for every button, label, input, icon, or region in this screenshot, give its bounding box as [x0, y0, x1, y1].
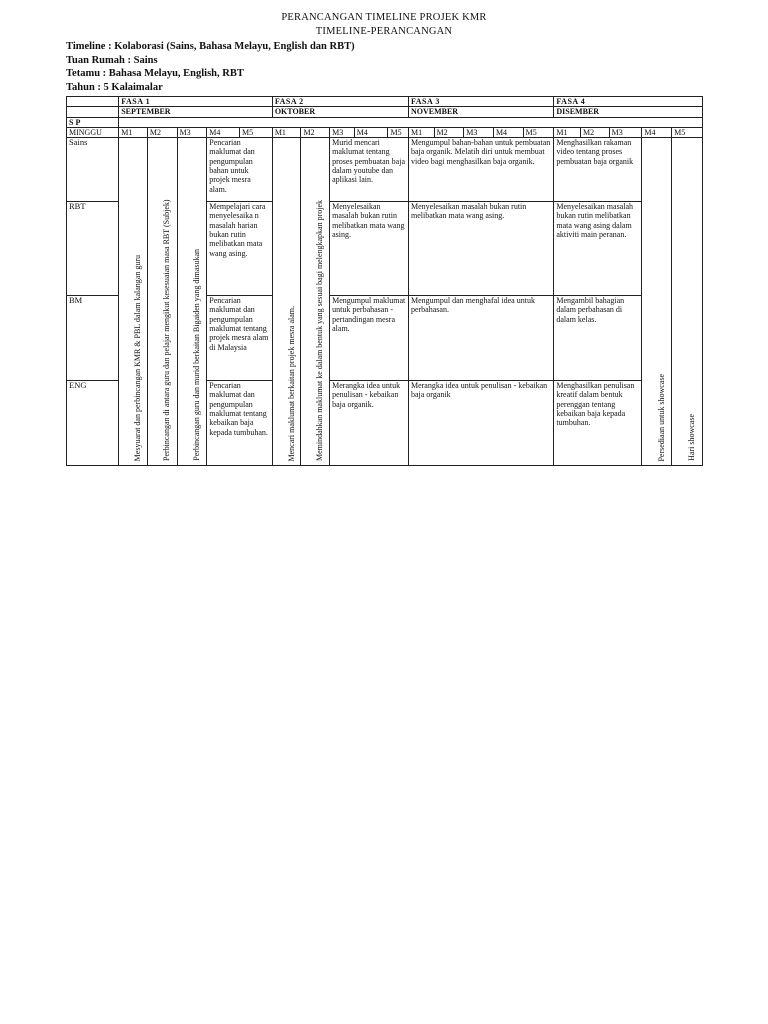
week-label: M5 [388, 127, 409, 137]
cell-eng-nov: Merangka idea untuk penulisan - kebaikan baja organik [408, 381, 553, 466]
fasa-row [67, 97, 703, 107]
vertical-cell-okt-m2 [301, 138, 330, 466]
fasa-3: FASA 3 [408, 97, 553, 107]
fasa-4: FASA 4 [554, 97, 703, 107]
vertical-cell-m1 [119, 138, 148, 466]
cell-sains-nov: Mengumpul bahan-bahan untuk pembuatan baja organik. Melatih diri untuk membuat video bagi menghasilkan baja organik. [408, 138, 553, 202]
blank-cell [67, 97, 119, 107]
cell-rbt-sept: Mempelajari cara menyelesaika n masalah harian bukan rutin melibatkan mata wang asing. [207, 202, 273, 296]
cell-eng-dis: Menghasilkan penulisan kreatif dalam bentuk perenggan tentang kebaikan baja kepada tumbuhan. [554, 381, 642, 466]
week-label: M1 [272, 127, 301, 137]
cell-eng-sept: Pencarian maklumat dan pengumpulan maklumat tentang kebaikan baja kepada tumbuhan. [207, 381, 273, 466]
cell-bm-okt: Mengumpul maklumat untuk perbahasan - pertandingan mesra alam. [330, 296, 409, 381]
month-november: NOVEMBER [408, 107, 553, 117]
vertical-cell-okt-m1 [272, 138, 301, 466]
row-sains [67, 138, 703, 202]
timeline-table [66, 96, 703, 466]
week-label: M4 [642, 127, 672, 137]
week-label: M3 [464, 127, 494, 137]
week-label: M2 [580, 127, 609, 137]
week-label: M4 [493, 127, 523, 137]
sp-row [67, 117, 703, 127]
vertical-text: Perbincangan di antara guru dan pelajar mengikut kesesuaian masa RBT (Subjek) [162, 199, 172, 462]
week-label: M3 [609, 127, 642, 137]
week-label: M3 [330, 127, 355, 137]
vertical-text: Persediaan untuk showcase [656, 373, 666, 462]
meta-timeline: Timeline : Kolaborasi (Sains, Bahasa Melayu, English dan RBT) [66, 41, 355, 52]
month-oktober: OKTOBER [272, 107, 408, 117]
vertical-text: Mesyuarat dan perbincangan KMR & PBL dalam kalangan guru [133, 254, 143, 462]
week-label: M5 [240, 127, 273, 137]
cell-rbt-dis: Menyelesaikan masalah bukan rutin melibatkan mata wang asing dalam aktiviti main peranan. [554, 202, 642, 296]
fasa-1: FASA 1 [119, 97, 273, 107]
week-label: M3 [177, 127, 207, 137]
meta-tuan-rumah: Tuan Rumah : Sains [66, 55, 158, 66]
subject-rbt: RBT [67, 202, 119, 296]
blank-cell [67, 107, 119, 117]
sp-blank [119, 117, 703, 127]
cell-bm-nov: Mengumpul dan menghafal idea untuk perbahasan. [408, 296, 553, 381]
vertical-text: Mencari maklumat berkaitan projek mesra alam. [286, 305, 296, 462]
month-disember: DISEMBER [554, 107, 703, 117]
week-label: M1 [554, 127, 581, 137]
month-september: SEPTEMBER [119, 107, 273, 117]
cell-eng-okt: Merangka idea untuk penulisan - kebaikan baja organik. [330, 381, 409, 466]
vertical-cell-dis-m5 [672, 138, 703, 466]
vertical-cell-m2 [147, 138, 177, 466]
week-label: M5 [523, 127, 554, 137]
week-label: M2 [301, 127, 330, 137]
cell-sains-okt: Murid mencari maklumat tentang proses pembuatan baja dalam youtube dan aplikasi lain. [330, 138, 409, 202]
document-subtitle: TIMELINE-PERANCANGAN [315, 26, 453, 37]
sp-label: S P [67, 117, 119, 127]
week-label: M5 [672, 127, 703, 137]
vertical-text: Hari showcase [687, 414, 697, 462]
document-title: PERANCANGAN TIMELINE PROJEK KMR [281, 12, 487, 23]
meta-tahun: Tahun : 5 Kalaimalar [66, 82, 163, 93]
cell-rbt-nov: Menyelesaikan masalah bukan rutin melibatkan mata wang asing. [408, 202, 553, 296]
week-label: M4 [354, 127, 388, 137]
week-row [67, 127, 703, 137]
cell-sains-sept: Pencarian maklumat dan pengumpulan bahan untuk projek mesra alam. [207, 138, 273, 202]
vertical-cell-dis-m4 [642, 138, 672, 466]
subject-eng: ENG [67, 381, 119, 466]
cell-bm-dis: Mengambil bahagian dalam perbahasan di dalam kelas. [554, 296, 642, 381]
vertical-cell-m3 [177, 138, 207, 466]
month-row [67, 107, 703, 117]
week-label: M2 [434, 127, 464, 137]
minggu-label: MINGGU [67, 127, 119, 137]
cell-bm-sept: Pencarian maklumat dan pengumpulan maklumat tentang projek mesra alam di Malaysia [207, 296, 273, 381]
fasa-2: FASA 2 [272, 97, 408, 107]
vertical-text: Memindahkan maklumat ke dalam bentuk yang sesuai bagi melengkapkan projek [315, 200, 325, 462]
meta-tetamu: Tetamu : Bahasa Melayu, English, RBT [66, 68, 244, 79]
cell-rbt-okt: Menyelesaikan masalah bukan rutin melibatkan mata wang asing. [330, 202, 409, 296]
vertical-text: Perbincangan guru dan murid berkaitan Bigaiden yang dimasukan [191, 249, 201, 462]
week-label: M2 [147, 127, 177, 137]
week-label: M4 [207, 127, 240, 137]
week-label: M1 [408, 127, 434, 137]
week-label: M1 [119, 127, 148, 137]
subject-bm: BM [67, 296, 119, 381]
cell-sains-dis: Menghasilkan rakaman video tentang proses pembuatan baja organik [554, 138, 642, 202]
subject-sains: Sains [67, 138, 119, 202]
